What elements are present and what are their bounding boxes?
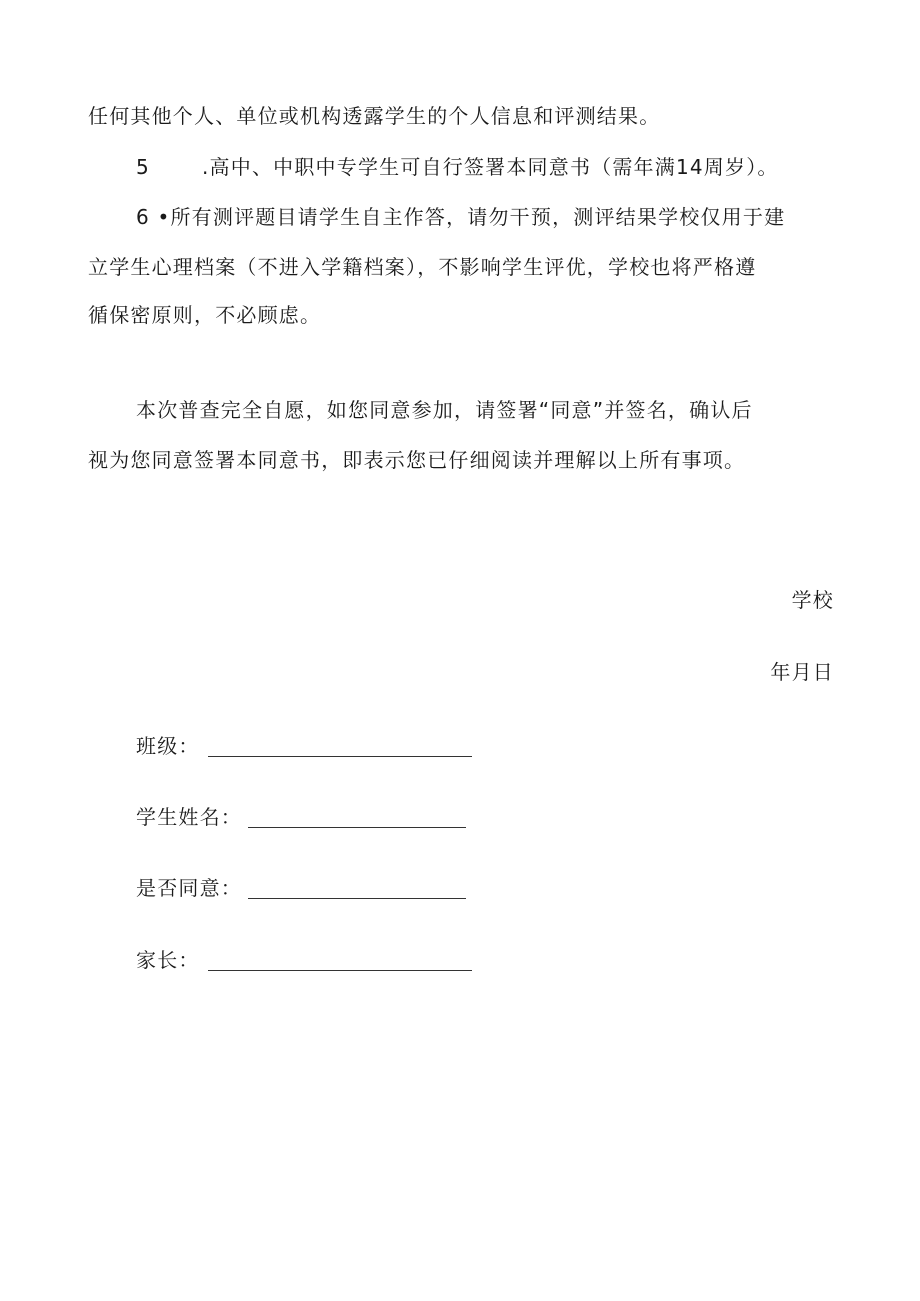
item-6-line-2: 立学生心理档案（不进入学籍档案），不影响学生评优，学校也将严格遵 (88, 255, 757, 279)
date-signature: 年月日 (770, 660, 834, 684)
paragraph-continuation: 任何其他个人、单位或机构透露学生的个人信息和评测结果。 (88, 104, 661, 128)
parent-input-line[interactable] (208, 950, 472, 971)
school-signature: 学校 (791, 588, 834, 612)
agree-field (136, 874, 466, 902)
consent-line-1: 本次普查完全自愿，如您同意参加，请签署“同意”并签名，确认后 (136, 398, 753, 422)
item-5 (136, 153, 779, 181)
student-name-input-line[interactable] (248, 807, 466, 828)
consent-line-2: 视为您同意签署本同意书，即表示您已仔细阅读并理解以上所有事项。 (88, 448, 746, 472)
parent-field (136, 946, 472, 974)
item-5-number: 5 (136, 155, 150, 179)
agree-label: 是否同意： (136, 876, 242, 900)
class-field (136, 732, 472, 760)
class-input-line[interactable] (208, 736, 472, 757)
parent-label: 家长： (136, 948, 200, 972)
class-label: 班级： (136, 734, 200, 758)
agree-input-line[interactable] (248, 878, 466, 899)
student-name-field (136, 803, 466, 831)
item-5-text: .高中、中职中专学生可自行签署本同意书（需年满14周岁）。 (202, 155, 779, 179)
student-name-label: 学生姓名： (136, 805, 242, 829)
item-6-line-3: 循保密原则，不必顾虑。 (88, 303, 322, 327)
item-6-line-1: 6 •所有测评题目请学生自主作答，请勿干预，测评结果学校仅用于建 (136, 205, 786, 229)
